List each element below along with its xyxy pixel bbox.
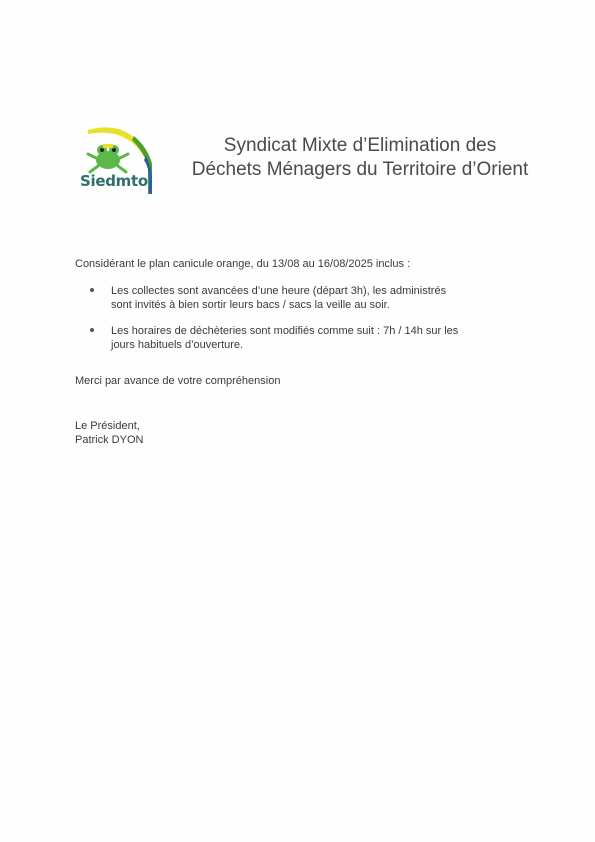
thanks-paragraph: Merci par avance de votre compréhension: [75, 375, 281, 387]
signatory-title: Le Président,: [75, 420, 140, 432]
list-item: [90, 324, 458, 352]
list-item-line: Les horaires de déchèteries sont modifiés comme suit : 7h / 14h sur les: [111, 325, 459, 337]
siedmto-logo: [74, 122, 156, 198]
frog-icon: [88, 144, 128, 172]
signature-block: [75, 419, 143, 447]
list-item-line: sont invités à bien sortir leurs bacs / sacs la veille au soir.: [111, 299, 390, 311]
bullet-icon: [90, 288, 94, 292]
measures-list: [90, 284, 458, 364]
org-name-line1: Syndicat Mixte d’Elimination des: [223, 135, 497, 156]
bullet-icon: [90, 328, 94, 332]
org-name-line2: Déchets Ménagers du Territoire d’Orient: [191, 159, 529, 180]
organization-name: [160, 134, 560, 182]
intro-paragraph: Considérant le plan canicule orange, du 13/08 au 16/08/2025 inclus :: [75, 258, 411, 270]
logo-text: Siedmto: [80, 172, 148, 190]
list-item: [90, 284, 458, 312]
signatory-name: Patrick DYON: [75, 434, 144, 446]
list-item-line: jours habituels d’ouverture.: [111, 339, 244, 351]
list-item-line: Les collectes sont avancées d’une heure (départ 3h), les administrés: [111, 285, 447, 297]
